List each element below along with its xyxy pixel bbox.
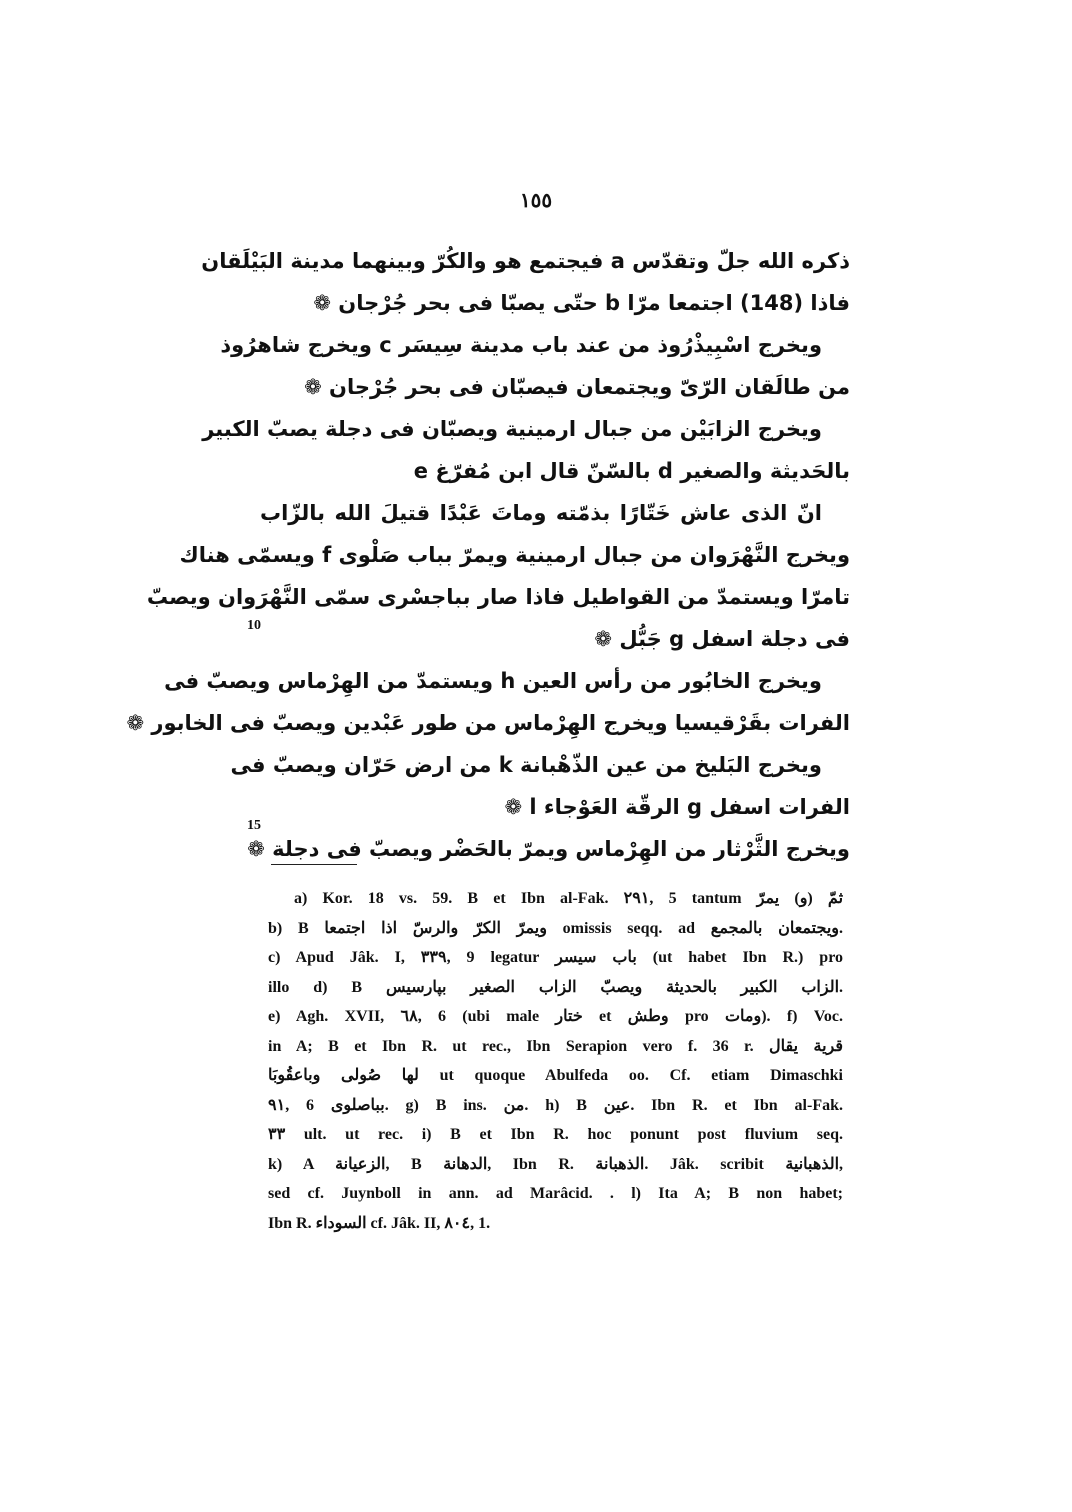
- footnote-line: illo d) B الزاب الكبير بالحديثة ويصبّ الزاب الصغير بپارسيس.: [268, 978, 844, 996]
- text-line: ويخرج النَّهْرَوان من جبال ارمينية ويمرّ بباب صَلْوى f ويسمّى هناك: [179, 543, 850, 567]
- footnote-line: c) Apud Jâk. I, ٣٣٩, 9 legatur باب سيسر (ut habet Ibn R.) pro: [268, 949, 844, 966]
- footnote-line: Ibn R. السوداء cf. Jâk. II, ٨٠٤, 1.: [268, 1214, 491, 1232]
- footnotes: [268, 884, 843, 1238]
- footnote-line: k) A الزعيانة, B الدهانة, Ibn R. الذهبانة. Jâk. scribit الذهبانية,: [268, 1155, 844, 1173]
- verse-line: انّ الذى عاش خَتّارًا بذمّته وماتَ عَبْدًا قتيلَ الله بالزّاب: [260, 501, 822, 525]
- text-line: من طالَقان الرّىّ ويجتمعان فيصبّان فى بحر جُرْجان ❁: [304, 375, 850, 399]
- footnote-line: لها صُولى وباعقُوبَا ut quoque Abulfeda oo. Cf. etiam Dimaschki: [268, 1067, 843, 1084]
- footnote-line: sed cf. Juynboll in ann. ad Marâcid. . l) Ita A; B non habet;: [268, 1185, 843, 1202]
- text-line: فاذا (148) اجتمعا مرّا b حتّى يصبّا فى بحر جُرْجان ❁: [313, 291, 850, 315]
- footnote-line: ٩١, 6 بباصلوى. g) B ins. من. h) B عين. Ibn R. et Ibn al-Fak.: [268, 1096, 843, 1114]
- footnote-line: b) B ويمرّ الكرّ والرسّ اذا اجتمعا omissis seqq. ad ويجتمعان بالمجمع.: [268, 919, 844, 937]
- footnote-divider: [271, 864, 357, 865]
- footnote-line: in A; B et Ibn R. ut rec., Ibn Serapion vero f. 36 r. قرية يقال: [268, 1037, 843, 1055]
- text-line: ويخرج الخابُور من رأس العين h ويستمدّ من الهِرْماس ويصبّ فى: [164, 669, 822, 693]
- footnote-line: ٣٣ ult. ut rec. i) B et Ibn R. hoc ponunt post fluvium seq.: [268, 1126, 843, 1143]
- text-line: فى دجلة اسفل g جَبُّل ❁: [594, 627, 850, 651]
- footnote-line: e) Agh. XVII, ٦٨, 6 (ubi male ختار et وطش pro ومات). f) Voc.: [268, 1008, 844, 1025]
- text-line: ويخرج البَليخ من عين الذّهْبانة k من ارض حَرّان ويصبّ فى: [230, 753, 822, 777]
- text-line: ذكره الله جلّ وتقدّس a فيجتمع هو والكُرّ وبينهما مدينة البَيْلَقان: [201, 249, 850, 273]
- line-number-10: 10: [247, 618, 261, 633]
- text-line: ويخرج الثَّرْثار من الهِرْماس ويمرّ بالحَضْر ويصبّ فى دجلة ❁: [247, 837, 850, 861]
- text-line: ويخرج اسْبِيذْرُوذ من عند باب مدينة سِيسَر c ويخرج شاهرُوذ: [220, 333, 822, 357]
- text-line: بالحَديثة والصغير d بالسّنّ قال ابن مُفرّغ e: [413, 459, 850, 483]
- footnote-line: a) Kor. 18 vs. 59. B et Ibn al-Fak. ٢٩١, 5 tantum ثمّ (و) يمرّ: [294, 890, 844, 907]
- text-line: تامرّا ويستمدّ من القواطيل فاذا صار بباجسْرى سمّى النَّهْرَوان ويصبّ: [146, 585, 850, 609]
- page-number: ١٥٥: [519, 188, 553, 212]
- text-line: ويخرج الزابَيْن من جبال ارمينية ويصبّان فى دجلة يصبّ الكبير: [202, 417, 822, 441]
- line-number-15: 15: [247, 818, 261, 833]
- text-line: الفرات اسفل g الرقّة العَوْجاء l ❁: [504, 795, 850, 819]
- text-line: الفرات بقَرْقيسيا ويخرج الهِرْماس من طور عَبْدين ويصبّ فى الخابور ❁: [126, 711, 850, 735]
